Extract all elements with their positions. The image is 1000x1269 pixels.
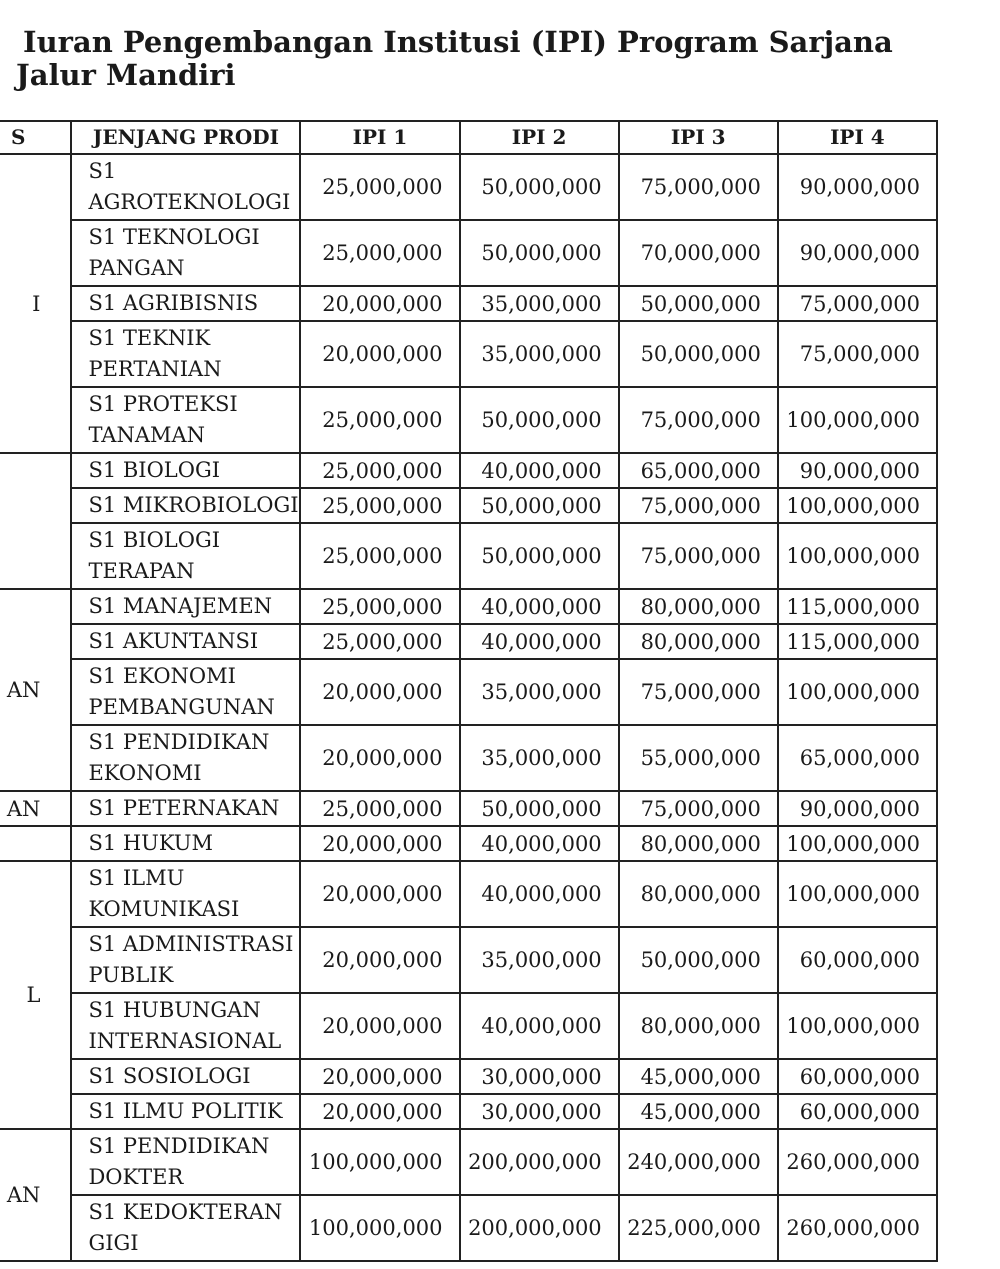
ipi4-cell: 100,000,000	[778, 387, 937, 453]
ipi2-cell: 35,000,000	[460, 725, 619, 791]
ipi4-cell: 115,000,000	[778, 624, 937, 659]
ipi2-cell: 50,000,000	[460, 220, 619, 286]
ipi4-cell: 100,000,000	[778, 993, 937, 1059]
prodi-cell: S1 HUBUNGAN INTERNASIONAL	[71, 993, 300, 1059]
ipi4-cell: 90,000,000	[778, 453, 937, 488]
prodi-cell: S1 PETERNAKAN	[71, 791, 300, 826]
ipi4-cell: 90,000,000	[778, 791, 937, 826]
ipi3-cell: 65,000,000	[619, 453, 778, 488]
ipi2-cell: 35,000,000	[460, 286, 619, 321]
column-header-fakultas: S	[0, 121, 71, 154]
table-row	[0, 220, 937, 286]
table-row	[0, 387, 937, 453]
ipi4-cell: 75,000,000	[778, 286, 937, 321]
ipi1-cell: 20,000,000	[300, 993, 459, 1059]
ipi2-cell: 30,000,000	[460, 1094, 619, 1129]
ipi4-cell: 65,000,000	[778, 725, 937, 791]
ipi2-cell: 50,000,000	[460, 523, 619, 589]
prodi-cell: S1 AGRIBISNIS	[71, 286, 300, 321]
faculty-cell	[0, 826, 71, 861]
ipi1-cell: 25,000,000	[300, 589, 459, 624]
prodi-cell: S1 PROTEKSI TANAMAN	[71, 387, 300, 453]
ipi2-cell: 40,000,000	[460, 861, 619, 927]
table-row	[0, 286, 937, 321]
ipi1-cell: 25,000,000	[300, 791, 459, 826]
prodi-cell: S1 ILMU POLITIK	[71, 1094, 300, 1129]
ipi4-cell: 60,000,000	[778, 927, 937, 993]
ipi4-cell: 100,000,000	[778, 659, 937, 725]
ipi3-cell: 80,000,000	[619, 826, 778, 861]
table-row	[0, 725, 937, 791]
ipi2-cell: 40,000,000	[460, 993, 619, 1059]
prodi-cell: S1 MANAJEMEN	[71, 589, 300, 624]
ipi4-cell: 90,000,000	[778, 154, 937, 220]
ipi1-cell: 20,000,000	[300, 725, 459, 791]
ipi1-cell: 25,000,000	[300, 624, 459, 659]
ipi4-cell: 115,000,000	[778, 589, 937, 624]
ipi1-cell: 20,000,000	[300, 321, 459, 387]
page-title: Iuran Pengembangan Institusi (IPI) Program Sarjana Jalur Mandiri	[16, 25, 893, 92]
table-row	[0, 927, 937, 993]
ipi4-cell: 100,000,000	[778, 826, 937, 861]
column-header-ipi2: IPI 2	[460, 121, 619, 154]
ipi3-cell: 80,000,000	[619, 993, 778, 1059]
table-row	[0, 826, 937, 861]
ipi1-cell: 100,000,000	[300, 1129, 459, 1195]
ipi1-cell: 100,000,000	[300, 1195, 459, 1261]
table-row	[0, 1094, 937, 1129]
prodi-cell: S1 BIOLOGI TERAPAN	[71, 523, 300, 589]
ipi2-cell: 200,000,000	[460, 1129, 619, 1195]
column-header-ipi4: IPI 4	[778, 121, 937, 154]
ipi2-cell: 30,000,000	[460, 1059, 619, 1094]
table-row	[0, 589, 937, 624]
table-row	[0, 659, 937, 725]
ipi3-cell: 225,000,000	[619, 1195, 778, 1261]
ipi3-cell: 75,000,000	[619, 154, 778, 220]
prodi-cell: S1 ADMINISTRASI PUBLIK	[71, 927, 300, 993]
ipi4-cell: 90,000,000	[778, 220, 937, 286]
ipi2-cell: 50,000,000	[460, 154, 619, 220]
ipi4-cell: 75,000,000	[778, 321, 937, 387]
prodi-cell: S1 EKONOMI PEMBANGUNAN	[71, 659, 300, 725]
column-header-ipi1: IPI 1	[300, 121, 459, 154]
prodi-cell: S1 HUKUM	[71, 826, 300, 861]
prodi-cell: S1 SOSIOLOGI	[71, 1059, 300, 1094]
ipi3-cell: 50,000,000	[619, 321, 778, 387]
ipi3-cell: 75,000,000	[619, 791, 778, 826]
table-row	[0, 993, 937, 1059]
ipi2-cell: 50,000,000	[460, 791, 619, 826]
ipi2-cell: 35,000,000	[460, 321, 619, 387]
ipi1-cell: 25,000,000	[300, 523, 459, 589]
ipi3-cell: 75,000,000	[619, 659, 778, 725]
table-row	[0, 321, 937, 387]
ipi-table-container	[0, 120, 1000, 1269]
ipi3-cell: 75,000,000	[619, 387, 778, 453]
ipi1-cell: 20,000,000	[300, 1094, 459, 1129]
table-row	[0, 1059, 937, 1094]
prodi-cell: S1 BIOLOGI	[71, 453, 300, 488]
ipi3-cell: 55,000,000	[619, 725, 778, 791]
ipi2-cell: 40,000,000	[460, 826, 619, 861]
ipi1-cell: 25,000,000	[300, 453, 459, 488]
prodi-cell: S1 KEDOKTERAN GIGI	[71, 1195, 300, 1261]
faculty-cell	[0, 453, 71, 589]
prodi-cell: S1 AKUNTANSI	[71, 624, 300, 659]
faculty-cell: AN	[0, 1129, 71, 1261]
table-row	[0, 488, 937, 523]
prodi-cell: S1 ILMU KOMUNIKASI	[71, 861, 300, 927]
ipi1-cell: 20,000,000	[300, 927, 459, 993]
prodi-cell: S1 PENDIDIKAN DOKTER	[71, 1129, 300, 1195]
faculty-cell: AN	[0, 589, 71, 791]
ipi4-cell: 100,000,000	[778, 488, 937, 523]
table-body	[0, 154, 937, 1261]
ipi1-cell: 25,000,000	[300, 387, 459, 453]
ipi2-cell: 50,000,000	[460, 387, 619, 453]
table-row	[0, 154, 937, 220]
ipi1-cell: 20,000,000	[300, 286, 459, 321]
ipi4-cell: 260,000,000	[778, 1129, 937, 1195]
ipi3-cell: 80,000,000	[619, 624, 778, 659]
ipi3-cell: 80,000,000	[619, 861, 778, 927]
column-header-jenjang-prodi: JENJANG PRODI	[71, 121, 300, 154]
ipi2-cell: 200,000,000	[460, 1195, 619, 1261]
ipi2-cell: 35,000,000	[460, 659, 619, 725]
table-row	[0, 861, 937, 927]
ipi3-cell: 70,000,000	[619, 220, 778, 286]
ipi1-cell: 25,000,000	[300, 220, 459, 286]
ipi3-cell: 45,000,000	[619, 1094, 778, 1129]
prodi-cell: S1 TEKNIK PERTANIAN	[71, 321, 300, 387]
ipi3-cell: 50,000,000	[619, 286, 778, 321]
ipi1-cell: 25,000,000	[300, 488, 459, 523]
ipi4-cell: 100,000,000	[778, 861, 937, 927]
ipi2-cell: 35,000,000	[460, 927, 619, 993]
ipi2-cell: 40,000,000	[460, 453, 619, 488]
table-row	[0, 1129, 937, 1195]
ipi1-cell: 20,000,000	[300, 659, 459, 725]
ipi2-cell: 50,000,000	[460, 488, 619, 523]
ipi2-cell: 40,000,000	[460, 624, 619, 659]
table-header-row	[0, 121, 937, 154]
ipi3-cell: 45,000,000	[619, 1059, 778, 1094]
ipi3-cell: 75,000,000	[619, 523, 778, 589]
ipi3-cell: 75,000,000	[619, 488, 778, 523]
ipi1-cell: 20,000,000	[300, 861, 459, 927]
table-row	[0, 1195, 937, 1261]
ipi3-cell: 50,000,000	[619, 927, 778, 993]
ipi1-cell: 20,000,000	[300, 1059, 459, 1094]
prodi-cell: S1 PENDIDIKAN EKONOMI	[71, 725, 300, 791]
ipi4-cell: 260,000,000	[778, 1195, 937, 1261]
ipi2-cell: 40,000,000	[460, 589, 619, 624]
column-header-ipi3: IPI 3	[619, 121, 778, 154]
table-row	[0, 523, 937, 589]
faculty-cell: L	[0, 861, 71, 1129]
ipi4-cell: 100,000,000	[778, 523, 937, 589]
ipi-table	[0, 120, 938, 1262]
prodi-cell: S1 AGROTEKNOLOGI	[71, 154, 300, 220]
ipi1-cell: 20,000,000	[300, 826, 459, 861]
table-row	[0, 624, 937, 659]
ipi4-cell: 60,000,000	[778, 1094, 937, 1129]
ipi3-cell: 80,000,000	[619, 589, 778, 624]
table-row	[0, 453, 937, 488]
ipi4-cell: 60,000,000	[778, 1059, 937, 1094]
table-row	[0, 791, 937, 826]
ipi1-cell: 25,000,000	[300, 154, 459, 220]
prodi-cell: S1 MIKROBIOLOGI	[71, 488, 300, 523]
faculty-cell: I	[0, 154, 71, 453]
faculty-cell: AN	[0, 791, 71, 826]
ipi3-cell: 240,000,000	[619, 1129, 778, 1195]
prodi-cell: S1 TEKNOLOGI PANGAN	[71, 220, 300, 286]
